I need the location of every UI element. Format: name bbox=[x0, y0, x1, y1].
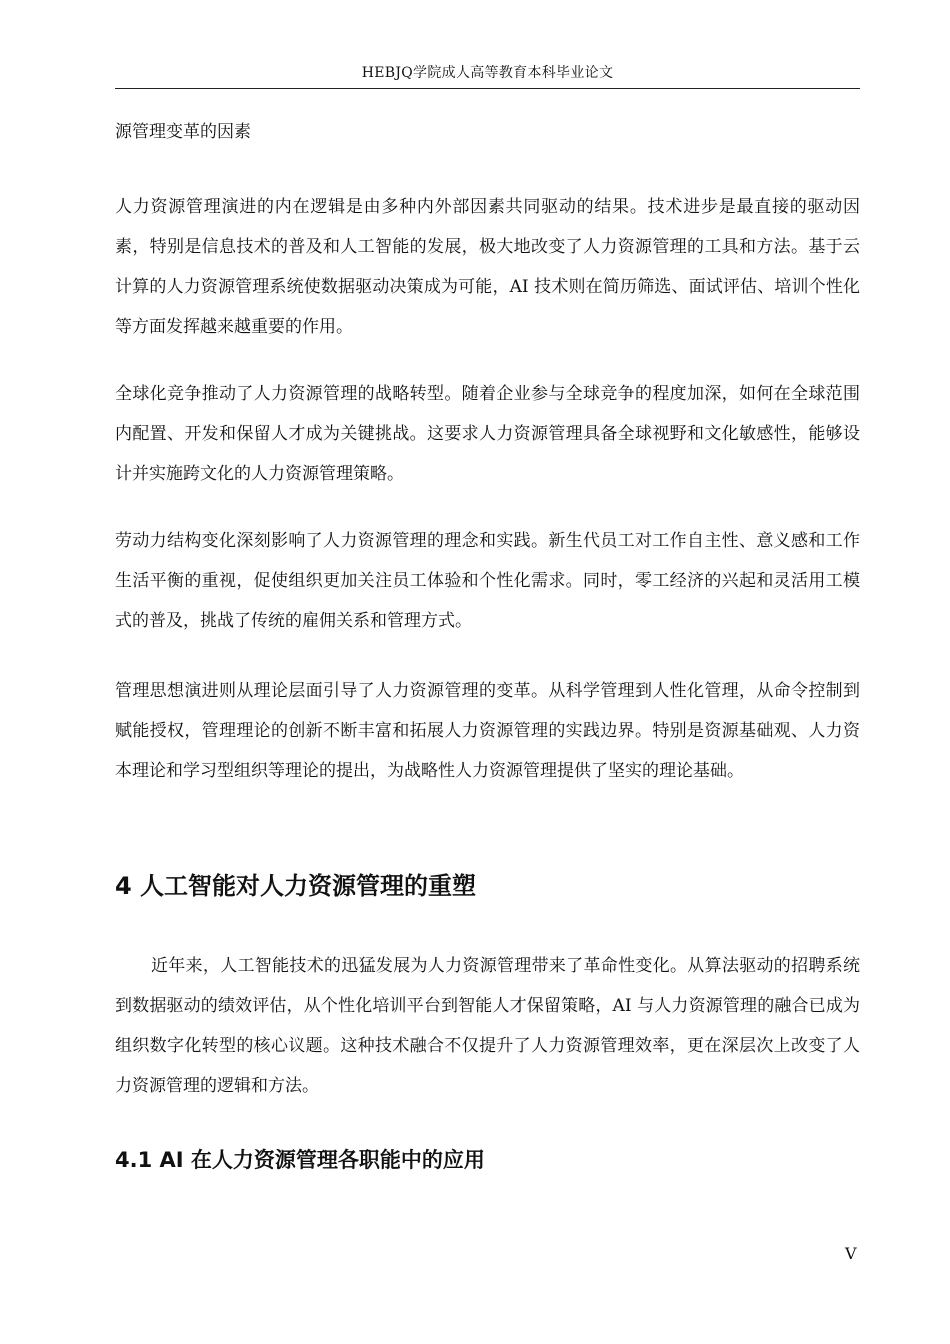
paragraph-4: 管理思想演进则从理论层面引导了人力资源管理的变革。从科学管理到人性化管理，从命令控制到赋能授权，管理理论的创新不断丰富和拓展人力资源管理的实践边界。特别是资源基础观、人力资本理论和学习型组织等理论的提出，为战略性人力资源管理提供了坚实的理论基础。 bbox=[115, 681, 860, 781]
paragraph-3: 劳动力结构变化深刻影响了人力资源管理的理念和实践。新生代员工对工作自主性、意义感和工作生活平衡的重视，促使组织更加关注员工体验和个性化需求。同时，零工经济的兴起和灵活用工模式的普及，挑战了传统的雇佣关系和管理方式。 bbox=[115, 531, 860, 631]
section-heading: 4 人工智能对人力资源管理的重塑 bbox=[115, 872, 477, 900]
paragraph-1: 人力资源管理演进的内在逻辑是由多种内外部因素共同驱动的结果。技术进步是最直接的驱动因素，特别是信息技术的普及和人工智能的发展，极大地改变了人力资源管理的工具和方法。基于云计算的人力资源管理系统使数据驱动决策成为可能，AI 技术则在简历筛选、面试评估、培训个性化等方面发挥越来越重要的作用。 bbox=[115, 197, 860, 337]
running-header: HEBJQ学院成人高等教育本科毕业论文 bbox=[361, 65, 614, 81]
header-rule bbox=[115, 88, 860, 89]
page-number: V bbox=[845, 1244, 857, 1263]
subsection-heading: 4.1 AI 在人力资源管理各职能中的应用 bbox=[115, 1148, 485, 1172]
paragraph-2: 全球化竞争推动了人力资源管理的战略转型。随着企业参与全球竞争的程度加深，如何在全球范围内配置、开发和保留人才成为关键挑战。这要求人力资源管理具备全球视野和文化敏感性，能够设计并实施跨文化的人力资源管理策略。 bbox=[115, 384, 860, 484]
section-paragraph: 近年来，人工智能技术的迅猛发展为人力资源管理带来了革命性变化。从算法驱动的招聘系统到数据驱动的绩效评估，从个性化培训平台到智能人才保留策略，AI 与人力资源管理的融合已成为组织数字化转型的核心议题。这种技术融合不仅提升了人力资源管理效率，更在深层次上改变了人力资源管理的逻辑和方法。 bbox=[115, 956, 860, 1096]
continued-line: 源管理变革的因素 bbox=[115, 122, 251, 142]
